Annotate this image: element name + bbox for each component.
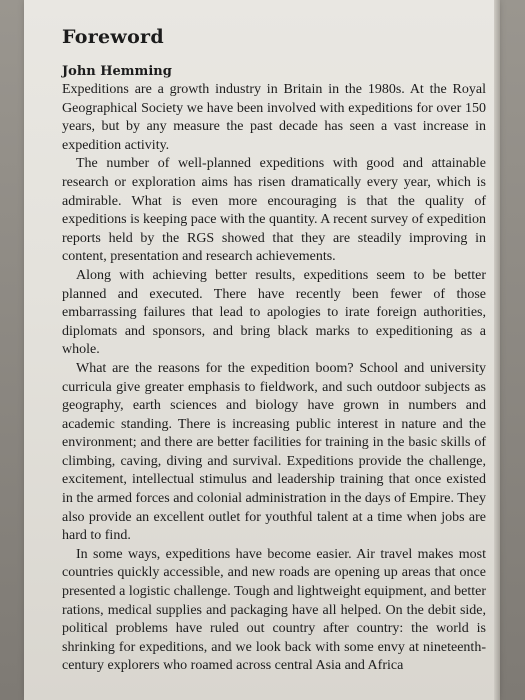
page-heading: Foreword: [62, 26, 164, 48]
paragraph-4: What are the reasons for the expedition boom? School and university curricula give greater emphasis to fieldwork, and such outdoor subjects as geography, earth sciences and biology have grown in numbers and academic standing. There is increasing public interest in nature and the environment; and there are better facilities for training in the basic skills of climbing, caving, diving and survival. Expeditions provide the challenge, excitement, intellectual stimulus and leadership training that once existed in the armed forces and colonial administration in the days of Empire. They also provide an excellent outlet for youthful talent at a time when jobs are hard to find.: [62, 360, 486, 544]
book-page: [24, 0, 494, 700]
paragraph-3: Along with achieving better results, expeditions seem to be better planned and executed. There have recently been fewer of those embarrassing failures that lead to apologies to irate foreign authorities, diplomats and sponsors, and bring black marks to expeditioning as a whole.: [62, 267, 486, 358]
author-name: John Hemming: [62, 64, 172, 79]
paragraph-1: Expeditions are a growth industry in Britain in the 1980s. At the Royal Geographical Society we have been involved with expeditions for over 150 years, but by any measure the past decade has seen a vast increase in expedition activity.: [62, 82, 486, 153]
paragraph-2: The number of well-planned expeditions with good and attainable research or exploration aims has risen dramatically every year, which is admirable. What is even more encouraging is that the quality of expeditions is keeping pace with the quantity. A recent survey of expedition reports held by the RGS showed that they are steadily improving in content, presentation and research achievements.: [62, 156, 486, 265]
page-content: [62, 26, 486, 676]
paragraph-5: In some ways, expeditions have become easier. Air travel makes most countries quickly accessible, and new roads are opening up areas that once presented a logistic challenge. Tough and lightweight equipment, and better rations, medical supplies and packaging have all helped. On the debit side, political problems have ruled out country after country: the world is shrinking for expeditions, and we look back with some envy at nineteenth-century explorers who roamed across central Asia and Africa: [62, 546, 486, 674]
